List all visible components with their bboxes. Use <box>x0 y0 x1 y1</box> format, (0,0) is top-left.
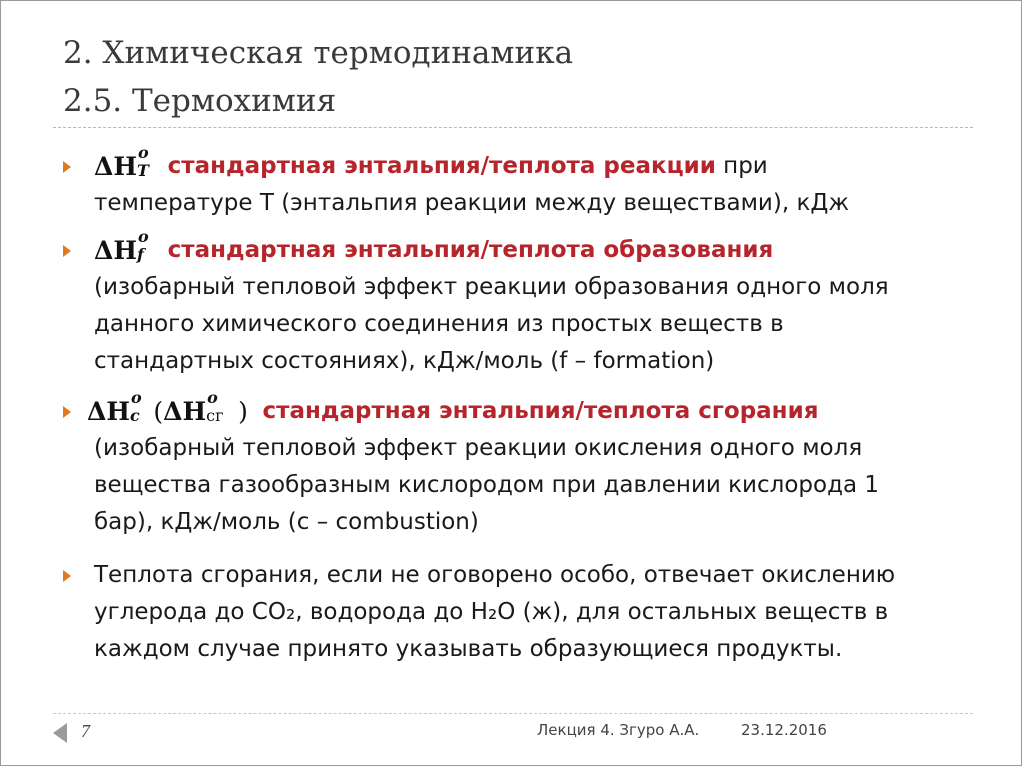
triangle-bullet-icon <box>63 570 71 582</box>
item-text: стандартных состояниях), кДж/моль (f – formation) <box>94 348 715 374</box>
item-text: каждом случае принято указывать образующиеся продукты. <box>94 636 843 662</box>
item-text: данного химического соединения из простых веществ в <box>94 311 784 337</box>
formula-dh-f: ΔH o f <box>94 227 149 265</box>
title-line-2: 2.5. Термохимия <box>63 83 337 119</box>
item-text: углерода до CO₂, водорода до H₂O (ж), для остальных веществ в <box>94 599 889 625</box>
item-heading: стандартная энтальпия/теплота образования <box>167 237 774 263</box>
list-item-reaction-enthalpy <box>94 143 974 222</box>
page-number: 7 <box>81 721 90 741</box>
formula-dh-t: ΔH o T <box>94 143 149 181</box>
formula-dh-sg: (ΔH o сг ) <box>153 388 248 426</box>
item-text: Теплота сгорания, если не оговорено особо, отвечает окислению <box>94 562 896 588</box>
title-divider <box>53 127 973 128</box>
triangle-bullet-icon <box>63 406 71 418</box>
footer-date: 23.12.2016 <box>741 721 827 739</box>
slide-title <box>63 29 963 125</box>
item-heading: стандартная энтальпия/теплота сгорания <box>262 398 819 424</box>
item-text: температуре Т (энтальпия реакции между веществами), кДж <box>94 190 850 216</box>
item-text: вещества газообразным кислородом при давлении кислорода 1 <box>94 472 880 498</box>
item-text: (изобарный тепловой эффект реакции образования одного моля <box>94 274 889 300</box>
item-text: при <box>715 153 768 179</box>
formula-dh-c: ΔH o c <box>87 388 142 426</box>
list-item-combustion-note <box>94 557 974 668</box>
previous-slide-icon[interactable] <box>53 723 67 743</box>
footer-divider <box>53 713 973 714</box>
triangle-bullet-icon <box>63 245 71 257</box>
item-text: (изобарный тепловой эффект реакции окисления одного моля <box>94 435 863 461</box>
item-text: бар), кДж/моль (c – combustion) <box>94 509 479 535</box>
title-line-1: 2. Химическая термодинамика <box>63 35 574 71</box>
footer-lecture: Лекция 4. Згуро А.А. <box>537 721 700 739</box>
list-item-formation-enthalpy <box>94 227 974 380</box>
item-heading: стандартная энтальпия/теплота реакции <box>167 153 716 179</box>
triangle-bullet-icon <box>63 161 71 173</box>
list-item-combustion-enthalpy <box>87 388 967 541</box>
